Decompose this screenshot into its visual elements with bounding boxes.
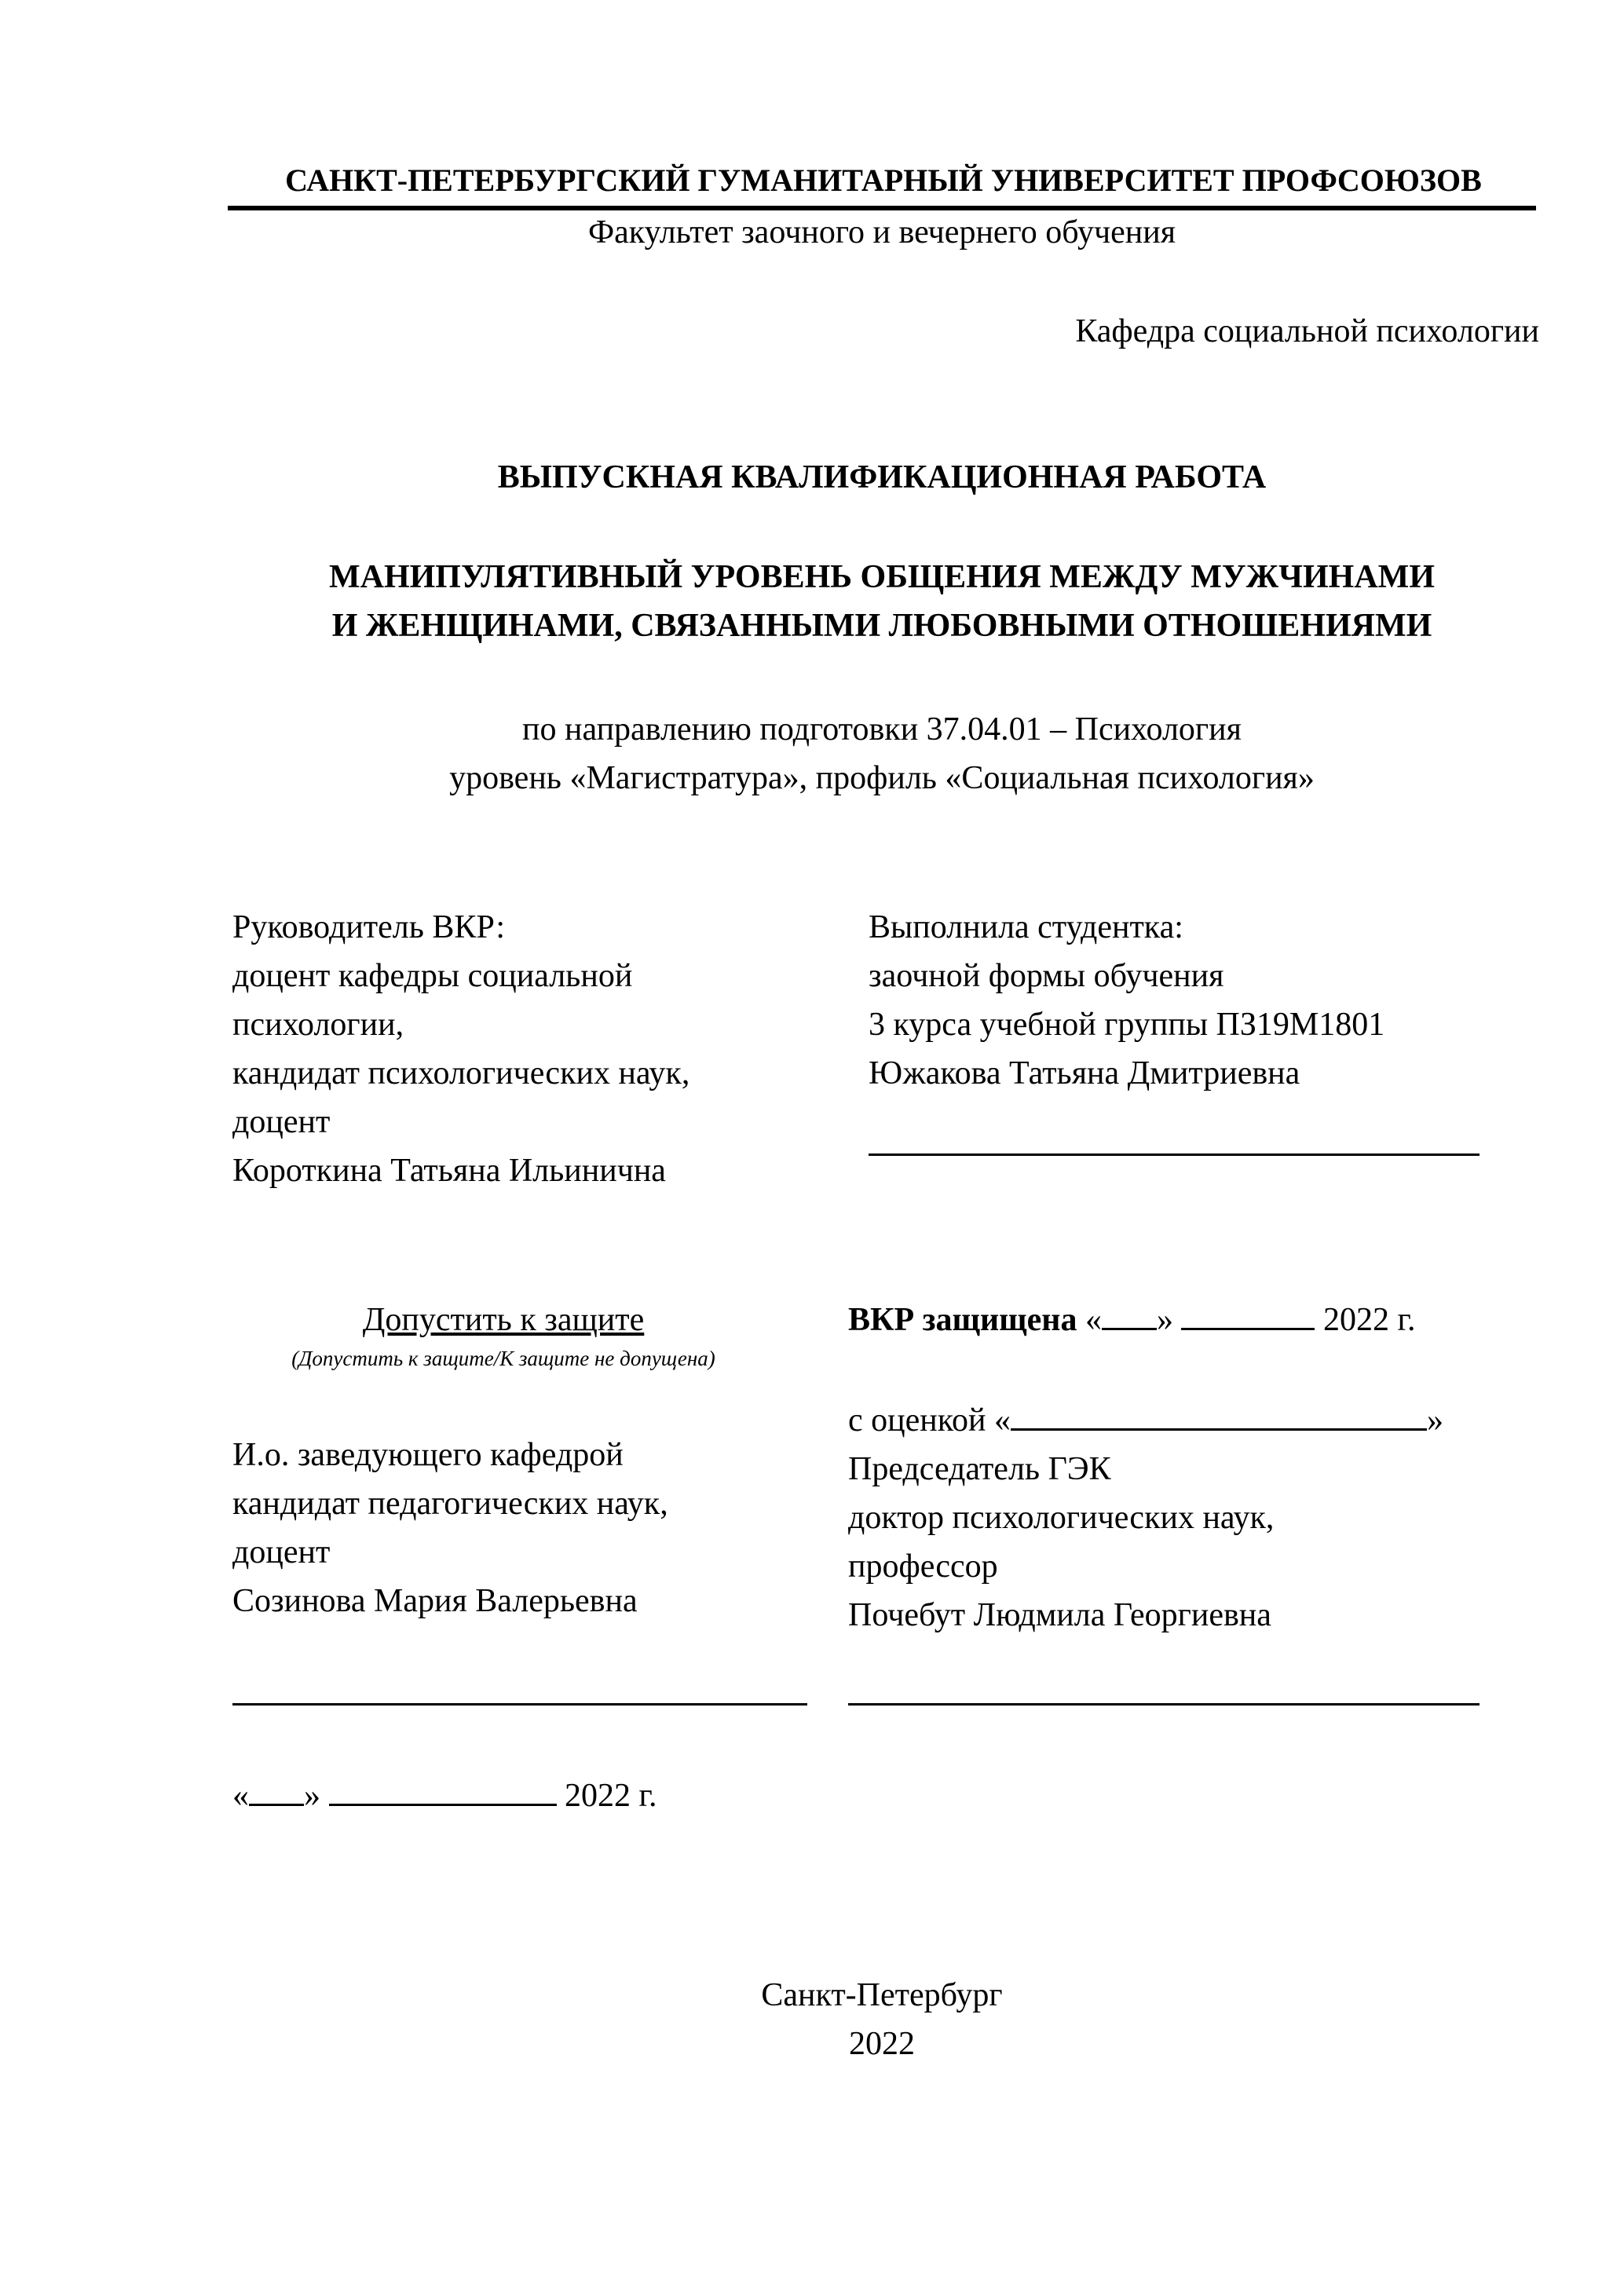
document-type: ВЫПУСКНАЯ КВАЛИФИКАЦИОННАЯ РАБОТА [497,459,1267,495]
footer [228,1971,1536,2068]
head-position: И.о. заведующего кафедрой [232,1437,624,1473]
study-direction [228,705,1536,803]
thesis-title-line: МАНИПУЛЯТИВНЫЙ УРОВЕНЬ ОБЩЕНИЯ МЕЖДУ МУЖЧИНАМИ [329,559,1435,595]
thesis-title-line: И ЖЕНЩИНАМИ, СВЯЗАННЫМИ ЛЮБОВНЫМИ ОТНОШЕНИЯМИ [331,608,1432,644]
gek-chair-block [848,1445,1274,1640]
grade-line [848,1396,1443,1445]
gek-chair-signature-line [848,1701,1480,1706]
gek-chair-title: профессор [848,1548,998,1585]
head-title: доцент [232,1534,331,1570]
admission-block [232,1296,774,1373]
gek-chair-label: Председатель ГЭК [848,1451,1111,1487]
thesis-title [228,553,1536,650]
student-signature-line [869,1151,1480,1156]
head-of-department-block [232,1431,668,1625]
grade-blank [1011,1397,1427,1431]
supervisor-position: доцент кафедры социальной [232,958,633,994]
head-date-open-quote: « [232,1778,249,1814]
supervisor-name: Короткина Татьяна Ильинична [232,1153,666,1189]
faculty-name: Факультет заочного и вечернего обучения [587,214,1176,250]
footer-year: 2022 [849,2026,915,2062]
supervisor-block [232,903,689,1195]
defense-close-quote: » [1156,1302,1173,1338]
student-name: Южакова Татьяна Дмитриевна [869,1055,1300,1091]
supervisor-degree: кандидат психологических наук, [232,1055,690,1091]
head-name: Созинова Мария Валерьевна [232,1583,638,1619]
head-date-close-quote: » [304,1778,320,1814]
student-study-form: заочной формы обучения [869,958,1224,994]
header-divider [228,206,1536,210]
supervisor-label: Руководитель ВКР: [232,909,506,945]
supervisor-position: психологии, [232,1007,404,1043]
university-name: САНКТ-ПЕТЕРБУРГСКИЙ ГУМАНИТАРНЫЙ УНИВЕРСИТЕТ ПРОФСОЮЗОВ [285,163,1482,198]
student-label: Выполнила студентка: [869,909,1183,945]
head-degree: кандидат педагогических наук, [232,1486,668,1522]
supervisor-title: доцент [232,1104,331,1140]
head-date-month-blank [329,1772,557,1806]
gek-chair-name: Почебут Людмила Георгиевна [848,1597,1271,1633]
head-date-day-blank [249,1772,304,1806]
defense-year: 2022 г. [1322,1302,1416,1338]
defense-day-blank [1102,1296,1157,1330]
student-group: 3 курса учебной группы ПЗ19М1801 [869,1007,1385,1043]
head-date-line [232,1771,657,1820]
gek-chair-degree: доктор психологических наук, [848,1500,1275,1536]
direction-line: уровень «Магистратура», профиль «Социальная психология» [449,760,1315,796]
defense-label: ВКР защищена [848,1302,1077,1338]
head-signature-line [232,1701,807,1706]
defense-month-blank [1181,1296,1315,1330]
grade-close-quote: » [1427,1402,1443,1439]
student-block [869,903,1384,1098]
admission-decision: Допустить к защите [362,1302,645,1338]
direction-line: по направлению подготовки 37.04.01 – Психология [522,711,1242,748]
defense-date-line [848,1296,1415,1344]
defense-open-quote: « [1084,1302,1102,1338]
head-date-year: 2022 г. [565,1778,657,1814]
footer-city: Санкт-Петербург [761,1977,1003,2013]
department-name: Кафедра социальной психологии [1075,313,1539,349]
admission-hint: (Допустить к защите/К защите не допущена) [291,1347,715,1370]
grade-label: с оценкой « [848,1402,1011,1439]
